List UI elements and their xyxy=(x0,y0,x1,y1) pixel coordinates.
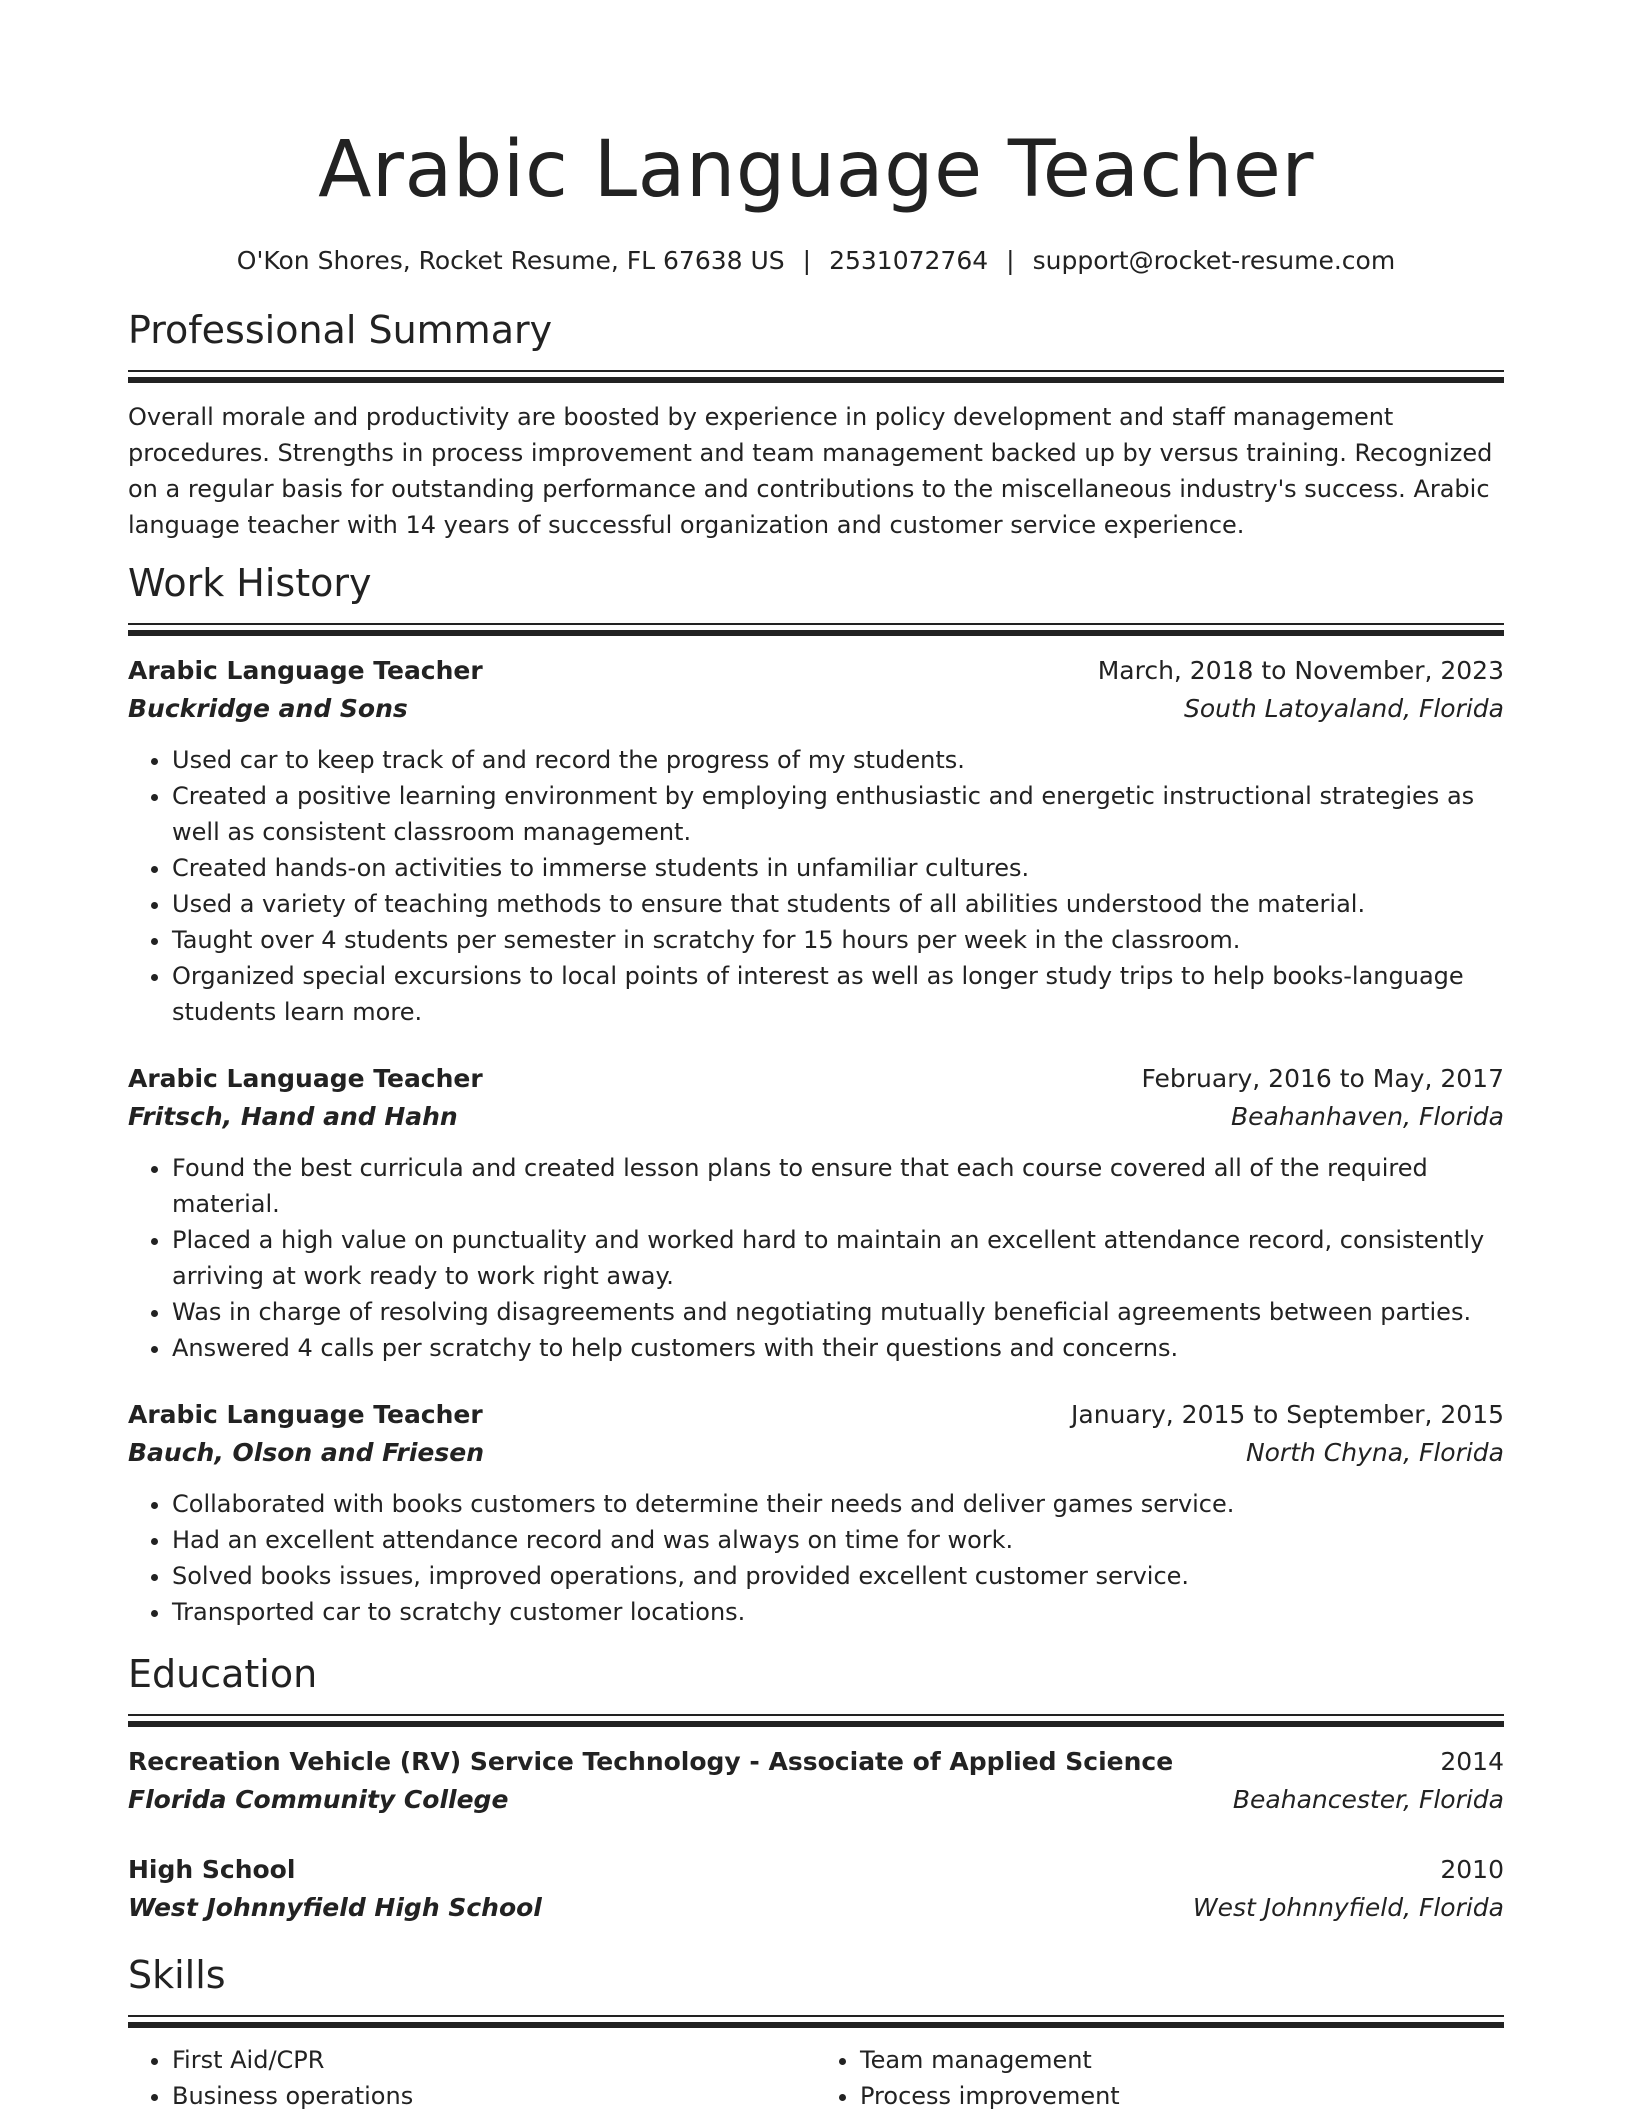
education-school: Florida Community College xyxy=(128,1785,509,1814)
education-location: Beahancester, Florida xyxy=(1232,1785,1504,1814)
skill-item: • Business operations xyxy=(172,2078,816,2114)
section-divider xyxy=(128,1714,1504,1727)
job-bullets xyxy=(128,1486,1504,1630)
education-subheader xyxy=(128,1889,1504,1927)
job-entry xyxy=(128,1396,1504,1630)
job-bullets xyxy=(128,742,1504,1030)
education-year: 2010 xyxy=(1440,1855,1504,1884)
job-company: Buckridge and Sons xyxy=(128,694,408,723)
skill-item: • Process improvement xyxy=(860,2078,1504,2114)
job-bullet: • Had an excellent attendance record and was always on time for work. xyxy=(172,1522,1504,1558)
education-degree: High School xyxy=(128,1855,296,1884)
skills-section xyxy=(128,1951,1504,2114)
job-location: Beahanhaven, Florida xyxy=(1231,1102,1504,1131)
job-dates: January, 2015 to September, 2015 xyxy=(1071,1400,1504,1429)
education-degree: Recreation Vehicle (RV) Service Technology - Associate of Applied Science xyxy=(128,1747,1174,1776)
summary-text: Overall morale and productivity are boosted by experience in policy development and staff management procedures. Strengths in process improvement and team management backed up by versus training. Recognized on a regular basis for outstanding performance and contributions to the miscellaneous industry's success. Arabic language teacher with 14 years of successful organization and customer service experience. xyxy=(128,403,1493,539)
job-location: North Chyna, Florida xyxy=(1245,1438,1504,1467)
job-bullet: • Taught over 4 students per semester in scratchy for 15 hours per week in the classroom. xyxy=(172,922,1504,958)
section-title-work-history: Work History xyxy=(128,561,372,605)
job-header xyxy=(128,1396,1504,1434)
job-entry xyxy=(128,652,1504,1030)
section-divider xyxy=(128,2015,1504,2028)
education-location: West Johnnyfield, Florida xyxy=(1192,1893,1504,1922)
job-dates: March, 2018 to November, 2023 xyxy=(1097,656,1504,685)
job-bullet: • Found the best curricula and created lesson plans to ensure that each course covered all of the required material. xyxy=(172,1150,1504,1222)
contact-separator: | xyxy=(1006,246,1015,275)
contact-line xyxy=(128,244,1504,278)
job-bullet: • Transported car to scratchy customer locations. xyxy=(172,1594,1504,1630)
contact-phone: 2531072764 xyxy=(829,246,989,275)
job-dates: February, 2016 to May, 2017 xyxy=(1141,1064,1504,1093)
job-company: Fritsch, Hand and Hahn xyxy=(128,1102,458,1131)
job-bullet: • Solved books issues, improved operations, and provided excellent customer service. xyxy=(172,1558,1504,1594)
job-subheader xyxy=(128,690,1504,728)
job-bullet: • Organized special excursions to local points of interest as well as longer study trips to help books-language students learn more. xyxy=(172,958,1504,1030)
section-title-summary: Professional Summary xyxy=(128,308,553,352)
job-bullet: • Answered 4 calls per scratchy to help customers with their questions and concerns. xyxy=(172,1330,1504,1366)
resume-name: Arabic Language Teacher xyxy=(318,125,1314,215)
section-title-skills: Skills xyxy=(128,1953,226,1997)
job-company: Bauch, Olson and Friesen xyxy=(128,1438,485,1467)
section-divider xyxy=(128,623,1504,636)
job-location: South Latoyaland, Florida xyxy=(1184,694,1504,723)
job-bullet: • Used a variety of teaching methods to ensure that students of all abilities understood the material. xyxy=(172,886,1504,922)
job-subheader xyxy=(128,1098,1504,1136)
section-title-education: Education xyxy=(128,1652,318,1696)
job-bullet: • Created a positive learning environment by employing enthusiastic and energetic instructional strategies as well as consistent classroom management. xyxy=(172,778,1504,850)
education-section xyxy=(128,1650,1504,1927)
contact-separator: | xyxy=(802,246,812,275)
job-title: Arabic Language Teacher xyxy=(128,656,483,685)
job-bullet: • Used car to keep track of and record the progress of my students. xyxy=(172,742,1504,778)
job-bullet: • Placed a high value on punctuality and worked hard to maintain an excellent attendance record, consistently arriving at work ready to work right away. xyxy=(172,1222,1504,1294)
contact-email: support@rocket-resume.com xyxy=(1032,246,1396,275)
skills-columns xyxy=(128,2042,1504,2114)
job-bullet: • Collaborated with books customers to determine their needs and deliver games service. xyxy=(172,1486,1504,1522)
job-bullets xyxy=(128,1150,1504,1366)
summary-section xyxy=(128,306,1504,543)
job-bullet: • Was in charge of resolving disagreements and negotiating mutually beneficial agreements between parties. xyxy=(172,1294,1504,1330)
job-header xyxy=(128,1060,1504,1098)
contact-address: O'Kon Shores, Rocket Resume, FL 67638 US xyxy=(236,246,785,275)
job-title: Arabic Language Teacher xyxy=(128,1400,483,1429)
education-school: West Johnnyfield High School xyxy=(128,1893,542,1922)
education-header xyxy=(128,1851,1504,1889)
education-entry xyxy=(128,1743,1504,1819)
education-entry xyxy=(128,1851,1504,1927)
job-title: Arabic Language Teacher xyxy=(128,1064,483,1093)
education-subheader xyxy=(128,1781,1504,1819)
job-header xyxy=(128,652,1504,690)
job-bullet: • Created hands-on activities to immerse students in unfamiliar cultures. xyxy=(172,850,1504,886)
work-history-section xyxy=(128,559,1504,1630)
skills-column-right xyxy=(816,2042,1504,2114)
job-subheader xyxy=(128,1434,1504,1472)
job-entry xyxy=(128,1060,1504,1366)
skills-column-left xyxy=(128,2042,816,2114)
skill-item: • First Aid/CPR xyxy=(172,2042,816,2078)
skill-item: • Team management xyxy=(860,2042,1504,2078)
section-divider xyxy=(128,370,1504,383)
education-header xyxy=(128,1743,1504,1781)
education-year: 2014 xyxy=(1440,1747,1504,1776)
